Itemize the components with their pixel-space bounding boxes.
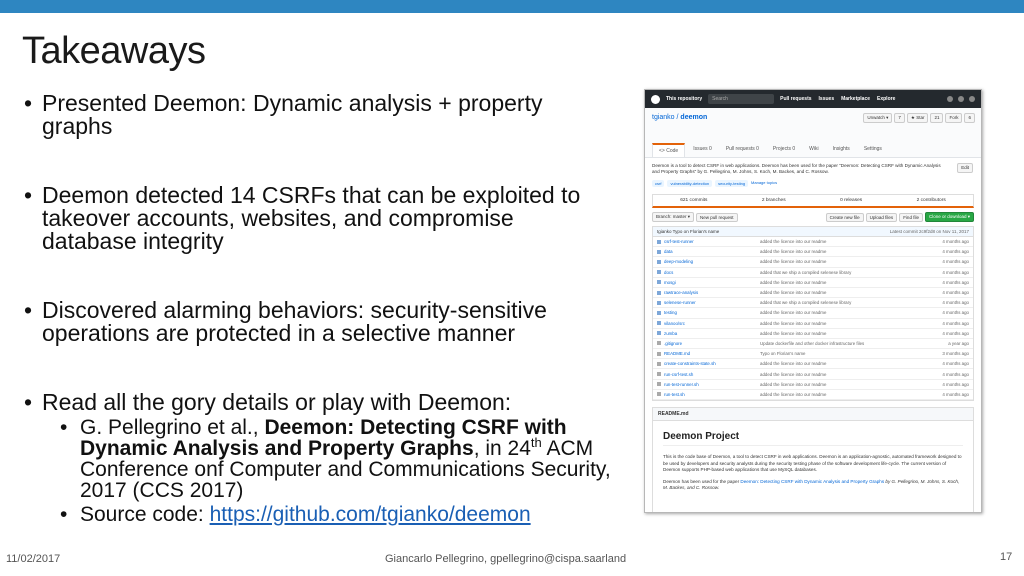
file-commit-message[interactable]: added the licence into our readme bbox=[760, 279, 827, 285]
file-commit-message[interactable]: added the licence into our readme bbox=[760, 249, 827, 255]
file-row[interactable] bbox=[653, 288, 973, 298]
file-name[interactable]: mosgi bbox=[664, 279, 676, 285]
github-header bbox=[645, 90, 981, 108]
file-age: 4 months ago bbox=[942, 259, 969, 265]
upload-files-button[interactable]: Upload files bbox=[866, 213, 898, 222]
bell-icon[interactable] bbox=[947, 96, 953, 102]
file-age: 4 months ago bbox=[942, 381, 969, 387]
watch-count[interactable]: 7 bbox=[894, 113, 905, 123]
bullet-text: Deemon detected 14 CSRFs that can be exploited to takeover accounts, websites, and compromise database integrity bbox=[42, 182, 581, 254]
file-commit-message[interactable]: added that we ship a compiled selenese library bbox=[760, 269, 852, 275]
file-age: 4 months ago bbox=[942, 361, 969, 367]
new-pull-request-button[interactable]: New pull request bbox=[696, 213, 738, 222]
file-commit-message[interactable]: added the licence into our readme bbox=[760, 310, 827, 316]
file-row[interactable] bbox=[653, 237, 973, 247]
file-row[interactable] bbox=[653, 390, 973, 400]
edit-button[interactable]: Edit bbox=[957, 163, 973, 173]
file-age: 4 months ago bbox=[942, 300, 969, 306]
file-name[interactable]: zumba bbox=[664, 330, 678, 336]
file-name[interactable]: deep-modeling bbox=[664, 259, 694, 265]
file-age: 4 months ago bbox=[942, 320, 969, 326]
file-commit-message[interactable]: added the licence into our readme bbox=[760, 361, 827, 367]
file-name[interactable]: run-test-runner.sh bbox=[664, 381, 699, 387]
file-list bbox=[652, 226, 974, 401]
file-age: 4 months ago bbox=[942, 290, 969, 296]
repo-header bbox=[645, 108, 981, 158]
search-input[interactable]: Search bbox=[708, 94, 774, 104]
readme-paragraph: This is the code base of Deemon, a tool to detect CSRF in web applications. Deemon is an application-agnostic, automated framework designed to be used by developers and security analysts during the security testing phase of the software development life-cycle. The current version of Deemon supports PHP-based web applications that use MySQL databases. bbox=[663, 454, 962, 472]
source-code-link[interactable]: https://github.com/tgianko/deemon bbox=[209, 503, 531, 526]
description-text: Deemon is a tool to detect CSRF in web applications. Deemon has been used for the paper "Deemon: Detecting CSRF with Dynamic Analysis and Property Graphs" by G. Pellegrino, M. Johns, S. Koch, M. Backes, and C. Rossow. bbox=[652, 163, 941, 174]
file-commit-message[interactable]: added the licence into our readme bbox=[760, 290, 827, 296]
file-name[interactable]: rawtrace-analysis bbox=[664, 290, 699, 296]
file-commit-message[interactable]: added that we ship a compiled selenese library bbox=[760, 300, 852, 306]
file-name[interactable]: create-constraints-state.sh bbox=[664, 361, 716, 367]
bullet-item bbox=[24, 92, 614, 138]
bullet-item bbox=[24, 184, 614, 253]
latest-commit-message[interactable]: tgianko Typo on Florian's name bbox=[657, 229, 720, 234]
nav-item[interactable]: Explore bbox=[877, 96, 896, 102]
file-commit-message[interactable]: added the licence into our readme bbox=[760, 391, 827, 397]
tab-settings[interactable]: Settings bbox=[863, 146, 882, 152]
file-row[interactable] bbox=[653, 349, 973, 359]
latest-commit-info: Latest commit 2c9f2d8 on Nov 11, 2017 bbox=[889, 229, 969, 234]
github-screenshot bbox=[644, 89, 982, 513]
file-commit-message[interactable]: Typo on Florian's name bbox=[760, 351, 806, 357]
contributors-count[interactable]: 2 contributors bbox=[916, 198, 946, 203]
paper-title: Deemon: Detecting CSRF with Dynamic Analysis and Property Graphs bbox=[80, 416, 567, 460]
file-commit-message[interactable]: added the licence into our readme bbox=[760, 371, 827, 377]
bullet-text: Read all the gory details or play with Deemon: bbox=[42, 389, 512, 415]
tab-code[interactable]: <> Code bbox=[652, 143, 685, 157]
file-name[interactable]: README.md bbox=[664, 351, 691, 357]
folder-icon bbox=[657, 291, 661, 295]
file-row[interactable] bbox=[653, 369, 973, 379]
repo-tabs bbox=[652, 143, 888, 157]
folder-icon bbox=[657, 321, 661, 325]
repo-owner[interactable]: tgianko bbox=[652, 114, 675, 121]
file-name[interactable]: run-csrf-test.sh bbox=[664, 371, 694, 377]
nav-item[interactable]: Issues bbox=[818, 96, 835, 102]
avatar[interactable] bbox=[969, 96, 975, 102]
file-age: 4 months ago bbox=[942, 279, 969, 285]
tab-wiki[interactable]: Wiki bbox=[809, 146, 819, 152]
file-name[interactable]: vilanoo/src bbox=[664, 320, 685, 326]
file-commit-message[interactable]: added the licence into our readme bbox=[760, 330, 827, 336]
find-file-button[interactable]: Find file bbox=[899, 213, 923, 222]
folder-icon bbox=[657, 240, 661, 244]
bullet-glyph: • bbox=[60, 503, 68, 526]
repo-title[interactable]: deemon bbox=[680, 114, 708, 121]
file-age: 4 months ago bbox=[942, 249, 969, 255]
file-age: 4 months ago bbox=[942, 330, 969, 336]
tab-insights[interactable]: Insights bbox=[832, 146, 850, 152]
folder-icon bbox=[657, 280, 661, 284]
top-accent-bar bbox=[0, 0, 1024, 13]
file-row[interactable] bbox=[653, 268, 973, 278]
star-button[interactable]: ★ Star bbox=[907, 113, 929, 123]
file-age: 4 months ago bbox=[942, 269, 969, 275]
footer-date: 11/02/2017 bbox=[6, 553, 61, 565]
file-row[interactable] bbox=[653, 278, 973, 288]
folder-icon bbox=[657, 331, 661, 335]
file-commit-message[interactable]: Update dockerfile and other docker infrastructure files bbox=[760, 340, 865, 346]
tab-projects[interactable]: Projects 0 bbox=[772, 146, 796, 152]
sub-bullet-paper bbox=[60, 417, 620, 501]
file-age: 4 months ago bbox=[942, 239, 969, 245]
star-count[interactable]: 21 bbox=[930, 113, 943, 123]
watch-button[interactable]: Unwatch ▾ bbox=[863, 113, 892, 123]
file-commit-message[interactable]: added the licence into our readme bbox=[760, 381, 827, 387]
file-row[interactable] bbox=[653, 298, 973, 308]
file-name[interactable]: csrf-test-runner bbox=[664, 239, 694, 245]
branch-select[interactable]: Branch: master ▾ bbox=[652, 212, 694, 222]
latest-commit bbox=[653, 227, 973, 237]
file-age: 4 months ago bbox=[942, 310, 969, 316]
paper-mid: , in 24 bbox=[473, 437, 531, 460]
folder-icon bbox=[657, 270, 661, 274]
manage-topics-link[interactable]: Manage topics bbox=[751, 180, 778, 185]
file-commit-message[interactable]: added the licence into our readme bbox=[760, 320, 827, 326]
bullet-glyph: • bbox=[24, 389, 33, 415]
commits-count[interactable]: 621 commits bbox=[680, 198, 708, 203]
file-row[interactable] bbox=[653, 329, 973, 339]
readme-title: Deemon Project bbox=[663, 431, 963, 446]
file-name[interactable]: run-test.sh bbox=[664, 391, 685, 397]
file-icon bbox=[657, 362, 661, 366]
topic-tag[interactable]: security-testing bbox=[715, 180, 748, 187]
file-icon bbox=[657, 392, 661, 396]
topic-tag[interactable]: vulnerability-detection bbox=[667, 180, 712, 187]
file-row[interactable] bbox=[653, 380, 973, 390]
file-age: 4 months ago bbox=[942, 371, 969, 377]
repo-name: tgianko / deemon bbox=[652, 114, 708, 121]
branch-bar bbox=[652, 212, 974, 222]
header-right bbox=[947, 96, 975, 102]
bullet-item bbox=[24, 391, 614, 414]
folder-icon bbox=[657, 301, 661, 305]
file-icon bbox=[657, 372, 661, 376]
bullet-glyph: • bbox=[24, 297, 33, 323]
folder-icon bbox=[657, 250, 661, 254]
repo-stats bbox=[652, 194, 974, 208]
file-commit-message[interactable]: added the licence into our readme bbox=[760, 239, 827, 245]
folder-icon bbox=[657, 311, 661, 315]
clone-button[interactable]: Clone or download ▾ bbox=[925, 212, 974, 222]
file-name[interactable]: .gitignore bbox=[664, 340, 683, 346]
file-row[interactable] bbox=[653, 339, 973, 349]
file-icon bbox=[657, 382, 661, 386]
file-icon bbox=[657, 341, 661, 345]
plus-icon[interactable] bbox=[958, 96, 964, 102]
file-age: 3 months ago bbox=[942, 351, 969, 357]
releases-count[interactable]: 0 releases bbox=[840, 198, 863, 203]
bullet-glyph: • bbox=[24, 182, 33, 208]
repo-description bbox=[645, 158, 981, 180]
bullet-text: Discovered alarming behaviors: security-sensitive operations are protected in a selective manner bbox=[42, 297, 547, 346]
file-row[interactable] bbox=[653, 319, 973, 329]
file-name[interactable]: selenese-runner bbox=[664, 300, 696, 306]
file-row[interactable] bbox=[653, 257, 973, 267]
slide-title: Takeaways bbox=[22, 30, 206, 72]
file-row[interactable] bbox=[653, 308, 973, 318]
sub-bullet-source bbox=[60, 504, 620, 525]
nav-item[interactable]: Marketplace bbox=[841, 96, 871, 102]
paper-venue: ACM Conference onf Computer and Communications Security, 2017 (CCS 2017) bbox=[80, 437, 611, 502]
page-number: 17 bbox=[1000, 551, 1013, 563]
github-logo-icon[interactable] bbox=[651, 95, 660, 104]
readme-paragraph: Deemon has been used for the paper Deemon: Detecting CSRF with Dynamic Analysis and Property Graphs by G. Pellegrino, M. Johns, S. Koch, M. Backes, and C. Rossow. bbox=[663, 478, 960, 490]
readme bbox=[652, 407, 974, 513]
readme-paper-link[interactable]: Deemon: Detecting CSRF with Dynamic Analysis and Property Graphs bbox=[740, 478, 885, 484]
branches-count[interactable]: 2 branches bbox=[761, 198, 786, 203]
folder-icon bbox=[657, 260, 661, 264]
paper-ordinal: th bbox=[530, 435, 542, 450]
bullet-glyph: • bbox=[24, 90, 33, 116]
file-name[interactable]: data bbox=[664, 249, 673, 255]
file-age: a year ago bbox=[948, 340, 969, 346]
paper-authors: G. Pellegrino et al., bbox=[80, 416, 265, 439]
fork-count[interactable]: 6 bbox=[964, 113, 975, 123]
tab-pull-requests[interactable]: Pull requests 0 bbox=[725, 146, 759, 152]
source-label: Source code: bbox=[80, 503, 210, 526]
file-row[interactable] bbox=[653, 359, 973, 369]
nav-item[interactable]: Pull requests bbox=[780, 96, 812, 102]
file-name[interactable]: testing bbox=[664, 310, 677, 316]
topics bbox=[645, 180, 981, 191]
tab-issues[interactable]: Issues 0 bbox=[693, 146, 712, 152]
topic-tag[interactable]: csrf bbox=[652, 180, 664, 187]
create-file-button[interactable]: Create new file bbox=[826, 213, 864, 222]
repo-actions bbox=[863, 113, 975, 123]
bullet-item bbox=[24, 299, 614, 345]
github-nav bbox=[780, 96, 895, 102]
file-age: 4 months ago bbox=[942, 391, 969, 397]
fork-button[interactable]: Fork bbox=[945, 113, 962, 123]
file-icon bbox=[657, 352, 661, 356]
footer-author: Giancarlo Pellegrino, gpellegrino@cispa.saarland bbox=[385, 553, 627, 565]
bullet-text: Presented Deemon: Dynamic analysis + property graphs bbox=[42, 90, 543, 139]
file-name[interactable]: docs bbox=[664, 269, 674, 275]
bullet-glyph: • bbox=[60, 416, 68, 439]
file-commit-message[interactable]: added the licence into our readme bbox=[760, 259, 827, 265]
search-scope: This repository bbox=[666, 96, 703, 102]
readme-header: README.md bbox=[653, 408, 973, 421]
file-row[interactable] bbox=[653, 247, 973, 257]
